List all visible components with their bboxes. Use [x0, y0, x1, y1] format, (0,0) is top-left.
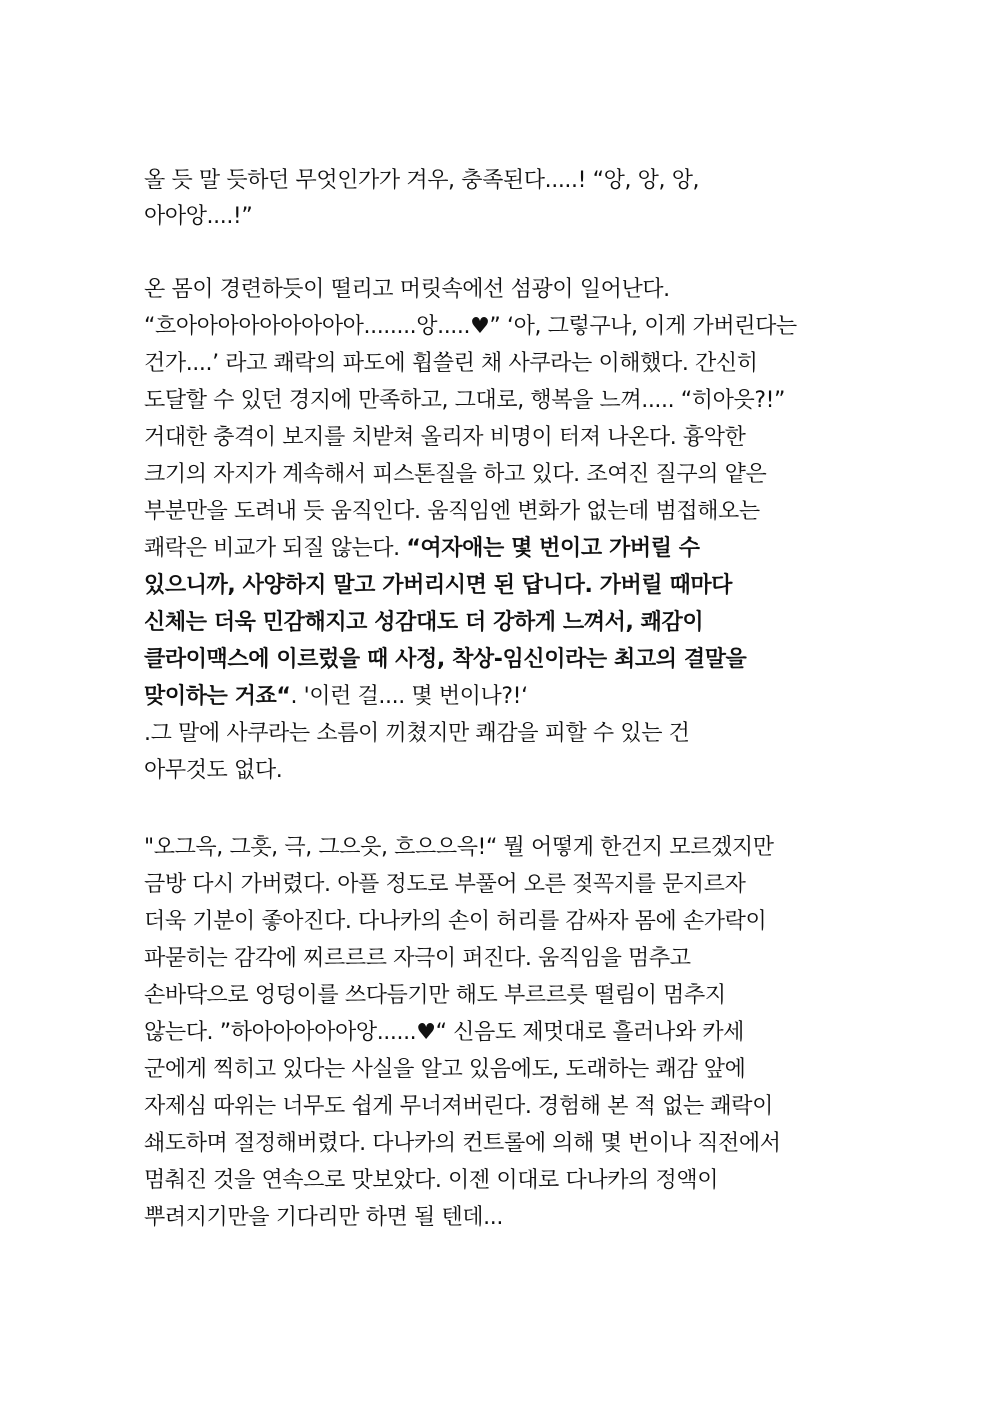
text-line	[144, 830, 864, 866]
text-line	[144, 941, 864, 977]
text-run: 파묻히는 감각에 찌르르르 자극이 퍼진다. 움직임을 멈추고	[144, 946, 691, 971]
text-run: 쇄도하며 절정해버렸다. 다나카의 컨트롤에 의해 몇 번이나 직전에서	[144, 1131, 781, 1156]
text-line	[144, 753, 864, 789]
text-line	[144, 346, 864, 382]
text-run: 아아앙....!”	[144, 204, 253, 229]
text-run: 건가....’ 라고 쾌락의 파도에 휩쓸린 채 사쿠라는 이해했다. 간신히	[144, 351, 758, 376]
bold-quote-run: 신체는 더욱 민감해지고 성감대도 더 강하게 느껴서, 쾌감이	[144, 610, 704, 635]
text-run: 도달할 수 있던 경지에 만족하고, 그대로, 행복을 느껴..... “히아읏?!”	[144, 388, 786, 413]
text-line	[144, 1089, 864, 1125]
text-line	[144, 531, 864, 567]
text-line	[144, 1200, 864, 1236]
text-line	[144, 199, 864, 235]
text-run: 뿌려지기만을 기다리만 하면 될 텐데...	[144, 1205, 503, 1230]
text-line	[144, 272, 864, 308]
text-run: 온 몸이 경련하듯이 떨리고 머릿속에선 섬광이 일어난다.	[144, 277, 670, 302]
text-line	[144, 568, 864, 604]
text-line	[144, 457, 864, 493]
bold-quote-run: 맞이하는 거죠“	[144, 684, 291, 709]
text-run: 쾌락은 비교가 되질 않는다.	[144, 536, 407, 561]
bold-quote-run: 있으니까, 사양하지 말고 가버리시면 된 답니다. 가버릴 때마다	[144, 573, 733, 598]
bold-quote-run: “여자애는 몇 번이고 가버릴 수	[406, 536, 700, 561]
text-run: 더욱 기분이 좋아진다. 다나카의 손이 허리를 감싸자 몸에 손가락이	[144, 909, 767, 934]
text-run: 멈춰진 것을 연속으로 맛보았다. 이젠 이대로 다나카의 정액이	[144, 1168, 719, 1193]
text-line	[144, 1163, 864, 1199]
text-line	[144, 1126, 864, 1162]
text-line	[144, 1052, 864, 1088]
text-run: 거대한 충격이 보지를 치받쳐 올리자 비명이 터져 나온다. 흉악한	[144, 425, 746, 450]
text-run: 군에게 찍히고 있다는 사실을 알고 있음에도, 도래하는 쾌감 앞에	[144, 1057, 746, 1082]
text-line	[144, 867, 864, 903]
text-run: 않는다. ”하아아아아아앙......♥“ 신음도 제멋대로 흘러나와 카세	[144, 1020, 745, 1045]
text-run: .그 말에 사쿠라는 소름이 끼쳤지만 쾌감을 피할 수 있는 건	[144, 721, 690, 746]
text-run: 부분만을 도려내 듯 움직인다. 움직임엔 변화가 없는데 범접해오는	[144, 499, 760, 524]
text-run: "오그윽, 그흣, 극, 그으읏, 흐으으윽!“ 뭘 어떻게 한건지 모르겠지만	[144, 835, 774, 860]
text-run: 크기의 자지가 계속해서 피스톤질을 하고 있다. 조여진 질구의 얕은	[144, 462, 767, 487]
text-line	[144, 494, 864, 530]
text-line	[144, 978, 864, 1014]
text-run: “흐아아아아아아아아아........앙.....♥” ‘아, 그렇구나, 이게 가버린다는	[144, 314, 797, 339]
text-run: 아무것도 없다.	[144, 758, 283, 783]
text-line	[144, 605, 864, 641]
text-line	[144, 1015, 864, 1051]
text-run: 손바닥으로 엉덩이를 쓰다듬기만 해도 부르르릇 떨림이 멈추지	[144, 983, 726, 1008]
text-line	[144, 383, 864, 419]
text-line	[144, 716, 864, 752]
text-line	[144, 309, 864, 345]
text-run: 올 듯 말 듯하던 무엇인가가 겨우, 충족된다.....! “앙, 앙, 앙,	[144, 168, 700, 193]
text-line	[144, 163, 864, 199]
text-run: 자제심 따위는 너무도 쉽게 무너져버린다. 경험해 본 적 없는 쾌락이	[144, 1094, 773, 1119]
text-line	[144, 679, 864, 715]
text-run: . '이런 걸.... 몇 번이나?!‘	[290, 684, 528, 709]
text-line	[144, 904, 864, 940]
bold-quote-run: 클라이맥스에 이르렀을 때 사정, 착상-임신이라는 최고의 결말을	[144, 647, 747, 672]
text-line	[144, 642, 864, 678]
text-run: 금방 다시 가버렸다. 아플 정도로 부풀어 오른 젖꼭지를 문지르자	[144, 872, 746, 897]
text-line	[144, 420, 864, 456]
